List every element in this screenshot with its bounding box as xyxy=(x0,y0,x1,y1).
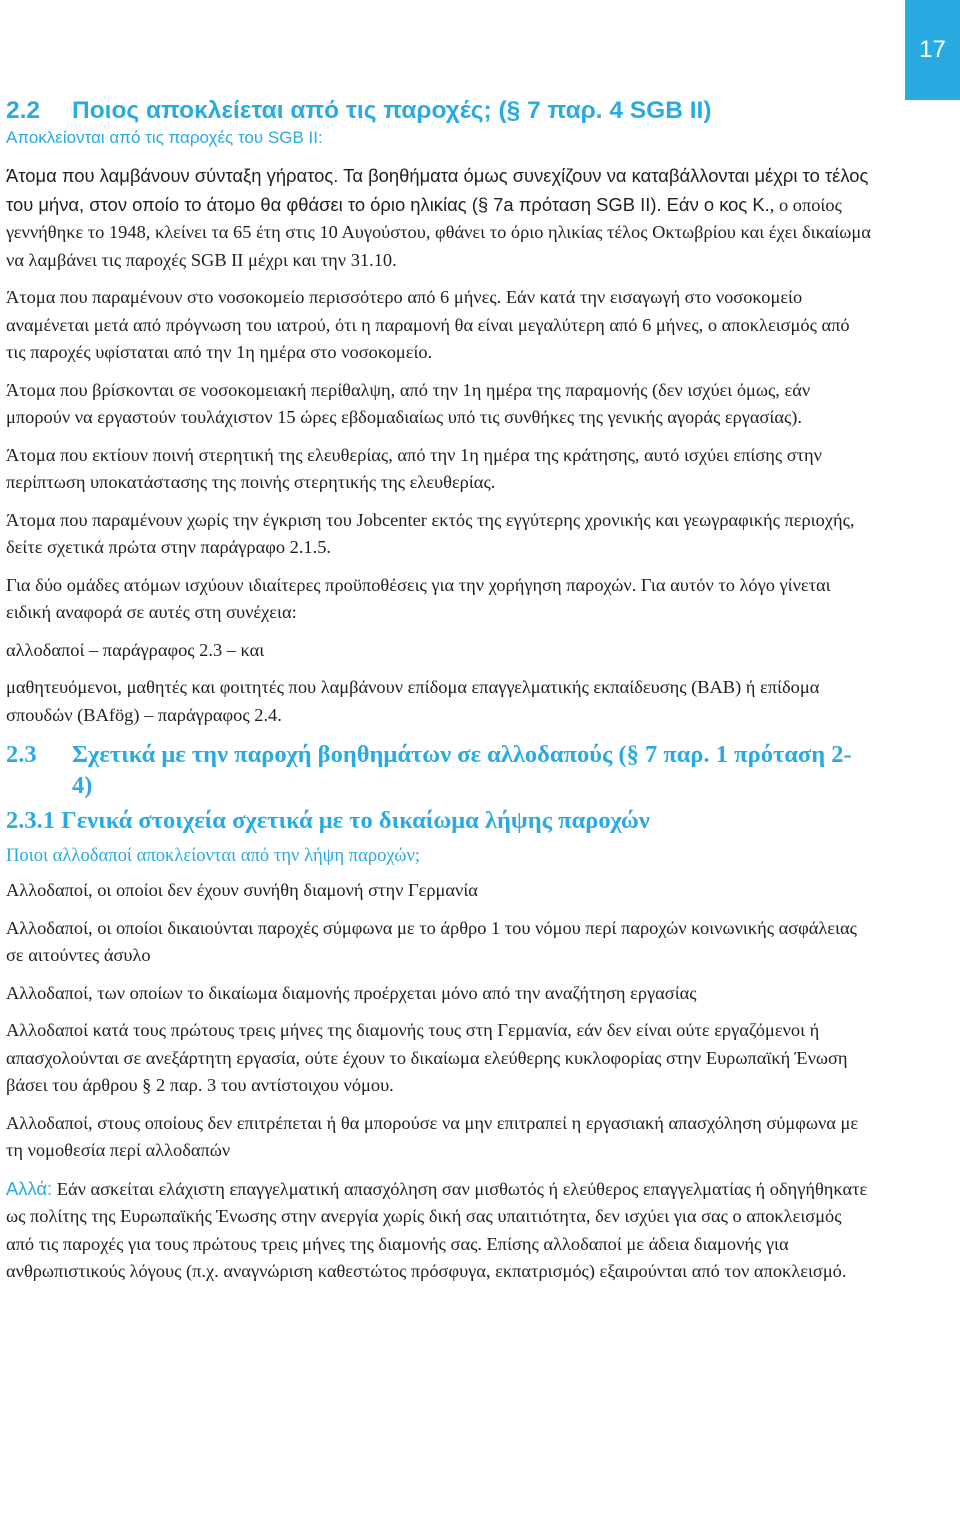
paragraph-exception-note xyxy=(6,1175,872,1286)
paragraph-rest-text: , ο οποίος γεννήθηκε το 1948, κλείνει τα 65 έτη στις 10 Αυγούστου, φθάνει το όριο ηλικίας τέλος Οκτωβρίου και έχει δικαίωμα να λαμβάνει τις παροχές SGB II μέχρι και την 31.10. xyxy=(6,194,871,270)
page-number: 17 xyxy=(919,36,946,63)
paragraph-special-groups: Για δύο ομάδες ατόμων ισχύουν ιδιαίτερες προϋποθέσεις για την χορήγηση παροχών. Για αυτόν το λόγο γίνεται ειδική αναφορά σε αυτές στη συνέχεια: xyxy=(6,574,831,622)
paragraph-students-ref: μαθητευόμενοι, μαθητές και φοιτητές που λαμβάνουν επίδομα επαγγελματικής εκπαίδευσης (BAB) ή επίδομα σπουδών (BAfög) – παράγραφος 2.4. xyxy=(6,677,820,725)
paragraph-no-work-permit: Αλλοδαποί, στους οποίους δεν επιτρέπεται ή θα μπορούσε να μην επιτραπεί η εργασιακή απασχόληση σύμφωνα με τη νομοθεσία περί αλλοδαπών xyxy=(6,1112,859,1160)
paragraph-pension xyxy=(6,162,872,274)
section-2-3-1-subtitle: Ποιοι αλλοδαποί αποκλείονται από την λήψη παροχών; xyxy=(6,845,421,866)
paragraph-lead-text: Άτομα που λαμβάνουν σύνταξη γήρατος. Τα βοηθήματα όμως συνεχίζουν να καταβάλλονται μέχρι το τέλος του μήνα, στον οποίο το άτομο θα φθάσει το όριο ηλικίας (§ 7a πρόταση SGB II). Εάν ο κος K. xyxy=(6,165,869,215)
paragraph-jobcenter-absence: Άτομα που παραμένουν χωρίς την έγκριση του Jobcenter εκτός της εγγύτερης χρονικής και γεωγραφικής περιοχής, δείτε σχετικά πρώτα στην παράγραφο 2.1.5. xyxy=(6,509,855,557)
paragraph-imprisonment: Άτομα που εκτίουν ποινή στερητική της ελευθερίας, από την 1η ημέρα της κράτησης, αυτό ισχύει επίσης στην περίπτωση υποκατάστασης της ποινής στερητικής της ελευθερίας. xyxy=(6,444,822,492)
section-title: Ποιος αποκλείεται από τις παροχές; (§ 7 παρ. 4 SGB II) xyxy=(72,97,712,124)
paragraph-job-search-residence: Αλλοδαποί, των οποίων το δικαίωμα διαμονής προέρχεται μόνο από την αναζήτηση εργασίας xyxy=(6,982,697,1003)
section-2-3-1-heading: 2.3.1 Γενικά στοιχεία σχετικά με το δικαίωμα λήψης παροχών xyxy=(6,807,650,834)
paragraph-hospital: Άτομα που παραμένουν στο νοσοκομείο περισσότερο από 6 μήνες. Εάν κατά την εισαγωγή στο νοσοκομείο αναμένεται μετά από πρόγνωση του ιατρού, ότι η παραμονή θα είναι μεγαλύτερη από 6 μήνες, ο αποκλεισμός από τις παροχές υφίσταται από την 1η ημέρα στο νοσοκομείο. xyxy=(6,287,850,362)
section-2-2-heading xyxy=(6,96,872,126)
paragraph-asylum-seekers: Αλλοδαποί, οι οποίοι δικαιούνται παροχές σύμφωνα με το άρθρο 1 του νόμου περί παροχών κοινωνικής ασφάλειας σε αιτούντες άσυλο xyxy=(6,917,857,965)
document-body xyxy=(6,96,872,1296)
paragraph-first-three-months: Αλλοδαποί κατά τους πρώτους τρεις μήνες της διαμονής τους στη Γερμανία, εάν δεν είναι ούτε εργαζόμενοι ή απασχολούνται σε ανεξάρτητη εργασία, ούτε έχουν το δικαίωμα ελεύθερης κυκλοφορίας στην Ευρωπαϊκή Ένωση βάσει του άρθρου § 2 παρ. 3 του αντίστοιχου νόμου. xyxy=(6,1020,848,1095)
section-number: 2.2 xyxy=(6,97,41,124)
section-2-2-subtitle: Αποκλείονται από τις παροχές του SGB II: xyxy=(6,128,323,147)
note-label: Αλλά: xyxy=(6,1177,53,1199)
section-number: 2.3 xyxy=(6,741,37,768)
paragraph-foreigners-ref: αλλοδαποί – παράγραφος 2.3 – και xyxy=(6,639,265,660)
section-2-3-heading xyxy=(6,739,872,801)
paragraph-no-residence: Αλλοδαποί, οι οποίοι δεν έχουν συνήθη διαμονή στην Γερμανία xyxy=(6,880,478,900)
note-text: Εάν ασκείται ελάχιστη επαγγελματική απασχόληση σαν μισθωτός ή ελεύθερος επαγγελματίας ή οδηγήθηκατε ως πολίτης της Ευρωπαϊκής Ένωσης στην ανεργία χωρίς δική σας υπαιτιότητα, δεν ισχύει για σας ο αποκλεισμός από τις παροχές για τους πρώτους τρεις μήνες της διαμονής σας. Επίσης αλλοδαποί με άδεια διαμονής για ανθρωπιστικούς λόγους (π.χ. αναγνώριση καθεστώτος πρόσφυγα, εκπατρισμός) εξαιρούνται από τον αποκλεισμό. xyxy=(6,1178,868,1281)
section-title: Σχετικά με την παροχή βοηθημάτων σε αλλοδαπούς (§ 7 παρ. 1 πρόταση 2-4) xyxy=(72,741,852,799)
page-number-tab xyxy=(905,0,960,100)
paragraph-inpatient-care: Άτομα που βρίσκονται σε νοσοκομειακή περίθαλψη, από την 1η ημέρα της παραμονής (δεν ισχύει όμως, εάν μπορούν να εργαστούν τουλάχιστον 15 ώρες εβδομαδιαίως υπό τις συνθήκες της γενικής αγοράς εργασίας). xyxy=(6,379,811,427)
